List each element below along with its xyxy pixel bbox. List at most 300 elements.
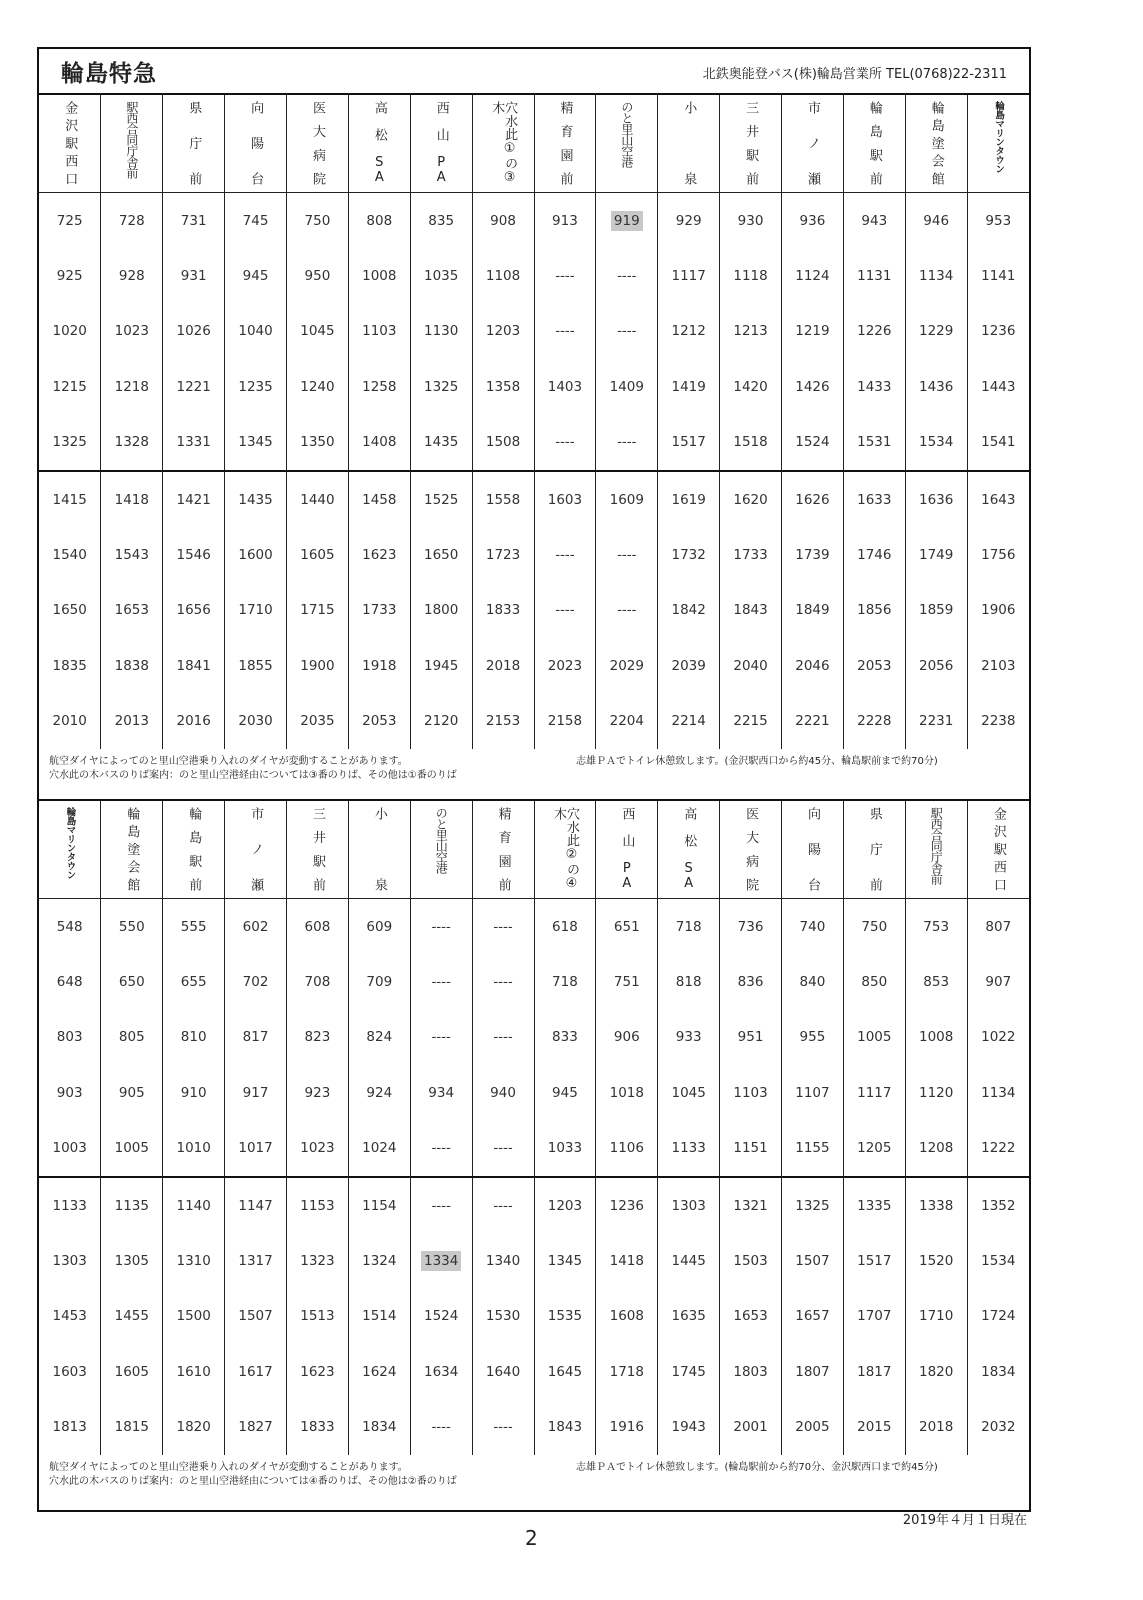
departure-time: 1408 — [362, 434, 397, 451]
departure-time: 1305 — [114, 1252, 149, 1269]
departure-time: 1507 — [795, 1252, 830, 1269]
time-cell — [39, 527, 101, 582]
departure-time: 708 — [304, 973, 331, 990]
time-cell — [782, 527, 844, 582]
time-cell — [534, 359, 596, 414]
stop-name: 西山PA — [619, 806, 635, 891]
departure-time: 2228 — [857, 713, 892, 730]
page-title: 輪島特急 — [61, 61, 157, 87]
departure-time: 1026 — [176, 323, 211, 340]
time-cell — [967, 1120, 1029, 1176]
time-cell — [101, 1289, 163, 1344]
timetable-row — [39, 1399, 1029, 1454]
departure-time: 1236 — [981, 323, 1016, 340]
departure-time: 924 — [366, 1084, 393, 1101]
stop-name: 高松SA — [681, 806, 697, 891]
departure-time: 1045 — [671, 1084, 706, 1101]
departure-time: 1918 — [362, 657, 397, 674]
time-cell — [39, 583, 101, 638]
departure-time: 853 — [923, 973, 950, 990]
departure-time: 2231 — [919, 713, 954, 730]
departure-time: 1134 — [919, 268, 954, 285]
time-cell — [720, 1289, 782, 1344]
timetable-row — [39, 1065, 1029, 1120]
time-cell — [101, 1065, 163, 1120]
departure-time: 1415 — [52, 491, 87, 508]
departure-time: 1325 — [52, 434, 87, 451]
highlighted-time: 1334 — [421, 1251, 461, 1271]
departure-time: 1455 — [114, 1308, 149, 1325]
departure-time: 753 — [923, 918, 950, 935]
time-cell — [225, 471, 287, 527]
departure-time: 1023 — [300, 1140, 335, 1157]
stop-name: 小泉 — [371, 806, 387, 891]
departure-time: 934 — [428, 1084, 455, 1101]
departure-time: 1803 — [733, 1363, 768, 1380]
departure-time: 2158 — [547, 713, 583, 730]
departure-time: 1820 — [176, 1419, 211, 1436]
departure-time: 1503 — [733, 1252, 768, 1269]
time-cell — [225, 1399, 287, 1454]
departure-time: 943 — [861, 212, 888, 229]
time-cell — [101, 1120, 163, 1176]
departure-time: 1653 — [733, 1308, 768, 1325]
time-cell — [472, 359, 534, 414]
stop-header-row — [39, 801, 1029, 899]
stop-header — [967, 801, 1029, 899]
time-cell — [596, 527, 658, 582]
departure-time: 1508 — [485, 434, 521, 451]
departure-time: 2039 — [671, 657, 706, 674]
time-cell — [472, 471, 534, 527]
time-cell — [720, 1010, 782, 1065]
departure-time: 1524 — [795, 434, 830, 451]
departure-time: 1440 — [300, 491, 335, 508]
departure-time: ---- — [555, 323, 575, 340]
departure-time: 1619 — [671, 491, 706, 508]
departure-time: 1033 — [547, 1140, 583, 1157]
time-cell — [905, 304, 967, 359]
departure-time: 1310 — [176, 1252, 211, 1269]
departure-time: 1635 — [671, 1308, 706, 1325]
time-cell — [658, 471, 720, 527]
time-cell — [348, 1233, 410, 1288]
departure-time: 1435 — [424, 434, 459, 451]
departure-time: 1623 — [300, 1363, 335, 1380]
time-cell — [596, 1065, 658, 1120]
stop-name: 市ノ瀬 — [804, 101, 820, 185]
highlighted-time: 919 — [611, 211, 643, 231]
departure-time: 1345 — [238, 434, 273, 451]
departure-time: 1815 — [114, 1419, 149, 1436]
time-cell — [967, 583, 1029, 638]
time-cell — [410, 248, 472, 303]
time-cell — [843, 1065, 905, 1120]
time-cell — [287, 471, 349, 527]
note-line: 穴水此の木バスのりば案内：のと里山空港経由については③番のりば、その他は①番のりば — [49, 769, 457, 781]
time-cell — [967, 954, 1029, 1009]
time-cell — [596, 359, 658, 414]
inbound-notes — [39, 1455, 1029, 1510]
departure-time: 1724 — [981, 1308, 1016, 1325]
departure-time: 1900 — [300, 657, 335, 674]
time-cell — [348, 1289, 410, 1344]
time-cell — [410, 694, 472, 749]
departure-time: 1153 — [300, 1197, 335, 1214]
time-cell — [225, 1177, 287, 1233]
time-cell — [287, 248, 349, 303]
time-cell — [843, 1120, 905, 1176]
departure-time: 718 — [552, 973, 578, 990]
departure-time: 908 — [490, 212, 516, 229]
time-cell — [658, 583, 720, 638]
departure-time: ---- — [431, 1140, 451, 1157]
time-cell — [658, 1010, 720, 1065]
departure-time: ---- — [493, 1197, 513, 1214]
time-cell — [39, 193, 101, 249]
departure-time: ---- — [493, 1140, 513, 1157]
stop-name: 駅西合同庁舎前 — [124, 101, 139, 178]
time-cell — [472, 527, 534, 582]
departure-time: 1303 — [52, 1252, 87, 1269]
time-cell — [101, 304, 163, 359]
timetable-row — [39, 415, 1029, 471]
time-cell — [39, 638, 101, 693]
time-cell — [905, 1344, 967, 1399]
time-cell — [720, 304, 782, 359]
departure-time: 1500 — [176, 1308, 211, 1325]
time-cell — [967, 471, 1029, 527]
time-cell — [101, 248, 163, 303]
departure-time: 1154 — [362, 1197, 397, 1214]
departure-time: 1303 — [671, 1197, 706, 1214]
time-cell — [410, 415, 472, 471]
departure-time: ---- — [431, 973, 451, 990]
departure-time: 1624 — [362, 1363, 397, 1380]
time-cell — [225, 583, 287, 638]
time-cell — [720, 583, 782, 638]
departure-time: 1017 — [238, 1140, 273, 1157]
time-cell — [163, 1399, 225, 1454]
time-cell — [596, 248, 658, 303]
departure-time: ---- — [617, 547, 637, 564]
time-cell — [348, 1177, 410, 1233]
departure-time: 1534 — [981, 1252, 1016, 1269]
time-cell — [782, 1399, 844, 1454]
time-cell — [534, 898, 596, 954]
time-cell — [39, 304, 101, 359]
departure-time: 1841 — [176, 657, 211, 674]
departure-time: 1331 — [176, 434, 211, 451]
time-cell — [163, 415, 225, 471]
departure-time: 718 — [675, 918, 702, 935]
departure-time: 1633 — [857, 491, 892, 508]
departure-time: 1420 — [733, 378, 768, 395]
time-cell — [782, 1120, 844, 1176]
departure-time: 1609 — [609, 491, 644, 508]
stop-name: 向陽台 — [248, 101, 264, 185]
time-cell — [843, 898, 905, 954]
stop-header — [782, 801, 844, 899]
timetable-row — [39, 1120, 1029, 1176]
time-cell — [163, 1289, 225, 1344]
stop-header — [905, 801, 967, 899]
time-cell — [101, 471, 163, 527]
departure-time: 1603 — [52, 1363, 87, 1380]
departure-time: 1130 — [424, 323, 459, 340]
stop-header — [101, 801, 163, 899]
time-cell — [658, 1344, 720, 1399]
time-cell — [596, 193, 658, 249]
stop-header — [287, 801, 349, 899]
departure-time: 1203 — [547, 1197, 583, 1214]
departure-time: 1235 — [238, 378, 273, 395]
stop-header — [596, 801, 658, 899]
time-cell — [472, 638, 534, 693]
time-cell — [410, 583, 472, 638]
time-cell — [163, 359, 225, 414]
time-cell — [101, 359, 163, 414]
departure-time: 1023 — [114, 323, 149, 340]
departure-time: 1103 — [362, 323, 397, 340]
stop-name: 三井駅前 — [309, 806, 325, 891]
departure-time: 1345 — [547, 1252, 583, 1269]
time-cell — [534, 1344, 596, 1399]
departure-time: 548 — [56, 918, 83, 935]
time-cell — [410, 527, 472, 582]
departure-time: 1945 — [424, 657, 459, 674]
time-cell — [967, 1344, 1029, 1399]
time-cell — [534, 1289, 596, 1344]
time-cell — [39, 471, 101, 527]
stop-name: 金沢駅西口 — [62, 101, 78, 185]
departure-time: 1739 — [795, 547, 830, 564]
time-cell — [782, 1289, 844, 1344]
departure-time: 1517 — [671, 434, 706, 451]
time-cell — [843, 471, 905, 527]
time-cell — [101, 638, 163, 693]
departure-time: 1859 — [919, 602, 954, 619]
company-contact: 北鉄奥能登バス(株)輪島営業所 TEL(0768)22-2311 — [702, 67, 1007, 82]
stop-header — [843, 95, 905, 193]
time-cell — [782, 415, 844, 471]
time-cell — [967, 1010, 1029, 1065]
time-cell — [782, 954, 844, 1009]
departure-time: 1833 — [300, 1419, 335, 1436]
time-cell — [163, 527, 225, 582]
time-cell — [596, 1399, 658, 1454]
departure-time: 2215 — [733, 713, 768, 730]
departure-time: 951 — [737, 1029, 764, 1046]
departure-time: 1723 — [485, 547, 521, 564]
time-cell — [225, 694, 287, 749]
stop-name: 輪島マリンタウン — [993, 101, 1005, 173]
time-cell — [287, 638, 349, 693]
departure-time: 1020 — [52, 323, 87, 340]
stop-header — [720, 801, 782, 899]
departure-time: 2238 — [981, 713, 1016, 730]
timetable-row — [39, 583, 1029, 638]
timetable-row — [39, 193, 1029, 249]
departure-time: 1813 — [52, 1419, 87, 1436]
time-cell — [101, 1344, 163, 1399]
departure-time: 955 — [799, 1029, 826, 1046]
time-cell — [905, 248, 967, 303]
stop-header — [472, 801, 534, 899]
departure-time: ---- — [493, 973, 513, 990]
departure-time: 1421 — [176, 491, 211, 508]
time-cell — [658, 1289, 720, 1344]
departure-time: 1426 — [795, 378, 830, 395]
stop-header — [101, 95, 163, 193]
time-cell — [782, 359, 844, 414]
time-cell — [410, 359, 472, 414]
departure-time: 1710 — [919, 1308, 954, 1325]
stop-name: 精育園前 — [557, 101, 573, 185]
departure-time: 1707 — [857, 1308, 892, 1325]
departure-time: 1643 — [981, 491, 1016, 508]
time-cell — [967, 898, 1029, 954]
time-cell — [163, 1065, 225, 1120]
departure-time: ---- — [493, 1029, 513, 1046]
departure-time: 1203 — [485, 323, 521, 340]
time-cell — [843, 359, 905, 414]
time-cell — [596, 954, 658, 1009]
departure-time: 1219 — [795, 323, 830, 340]
time-cell — [843, 583, 905, 638]
time-cell — [287, 694, 349, 749]
departure-time: 1520 — [919, 1252, 954, 1269]
time-cell — [163, 193, 225, 249]
time-cell — [472, 694, 534, 749]
stop-header — [39, 95, 101, 193]
departure-time: 1617 — [238, 1363, 273, 1380]
departure-time: 807 — [985, 918, 1012, 935]
stop-header — [534, 801, 596, 899]
departure-time: 728 — [118, 212, 145, 229]
stop-name: 穴水此①の③木 — [489, 101, 518, 185]
departure-time: ---- — [493, 1419, 513, 1436]
time-cell — [101, 954, 163, 1009]
time-cell — [101, 527, 163, 582]
time-cell — [967, 527, 1029, 582]
time-cell — [905, 1120, 967, 1176]
time-cell — [905, 415, 967, 471]
time-cell — [348, 694, 410, 749]
departure-time: 550 — [118, 918, 145, 935]
time-cell — [967, 638, 1029, 693]
time-cell — [410, 898, 472, 954]
time-cell — [348, 527, 410, 582]
departure-time: 1835 — [52, 657, 87, 674]
departure-time: 702 — [242, 973, 269, 990]
time-cell — [905, 1177, 967, 1233]
time-cell — [534, 415, 596, 471]
time-cell — [596, 1344, 658, 1399]
time-cell — [782, 248, 844, 303]
timetable-row — [39, 471, 1029, 527]
time-cell — [843, 415, 905, 471]
stop-name: 金沢駅西口 — [990, 806, 1006, 891]
stop-header — [905, 95, 967, 193]
time-cell — [287, 954, 349, 1009]
timetable-row — [39, 694, 1029, 749]
time-cell — [658, 304, 720, 359]
time-cell — [287, 1065, 349, 1120]
departure-time: 1418 — [114, 491, 149, 508]
departure-time: 835 — [428, 212, 455, 229]
departure-time: 751 — [613, 973, 640, 990]
departure-time: 1120 — [919, 1084, 954, 1101]
time-cell — [782, 898, 844, 954]
timetable-row — [39, 1177, 1029, 1233]
departure-time: 1435 — [238, 491, 273, 508]
stop-name: 精育園前 — [495, 806, 511, 891]
departure-time: 1834 — [362, 1419, 397, 1436]
departure-time: 1323 — [300, 1252, 335, 1269]
time-cell — [225, 638, 287, 693]
stop-header — [348, 801, 410, 899]
departure-time: 2204 — [609, 713, 644, 730]
time-cell — [534, 1065, 596, 1120]
time-cell — [534, 638, 596, 693]
time-cell — [348, 248, 410, 303]
departure-time: 1134 — [981, 1084, 1016, 1101]
timetable-row — [39, 1289, 1029, 1344]
stop-header — [225, 801, 287, 899]
time-cell — [348, 304, 410, 359]
time-cell — [287, 1177, 349, 1233]
departure-time: 1943 — [671, 1419, 706, 1436]
time-cell — [534, 1399, 596, 1454]
time-cell — [596, 415, 658, 471]
time-cell — [967, 694, 1029, 749]
time-cell — [39, 1233, 101, 1288]
departure-time: 1833 — [485, 602, 521, 619]
time-cell — [843, 527, 905, 582]
time-cell — [101, 1233, 163, 1288]
departure-time: ---- — [431, 1419, 451, 1436]
stop-name: 穴水此②の④木 — [550, 806, 579, 891]
departure-time: 1258 — [362, 378, 397, 395]
stop-header — [39, 801, 101, 899]
time-cell — [472, 1010, 534, 1065]
time-cell — [410, 1177, 472, 1233]
departure-time: 803 — [56, 1029, 83, 1046]
time-cell — [39, 1177, 101, 1233]
departure-time: 1518 — [733, 434, 768, 451]
time-cell — [658, 1065, 720, 1120]
note-line: 航空ダイヤによってのと里山空港乗り入れのダイヤが変動することがあります。 — [49, 1461, 408, 1473]
departure-time: 930 — [737, 212, 764, 229]
stop-header — [534, 95, 596, 193]
departure-time: 1540 — [52, 547, 87, 564]
departure-time: 907 — [985, 973, 1012, 990]
time-cell — [39, 1065, 101, 1120]
time-cell — [348, 638, 410, 693]
departure-time: 2032 — [981, 1419, 1016, 1436]
outbound-notes — [39, 749, 1029, 801]
time-cell — [658, 359, 720, 414]
departure-time: 953 — [985, 212, 1012, 229]
departure-time: ---- — [617, 434, 637, 451]
departure-time: 1340 — [485, 1252, 521, 1269]
departure-time: 1358 — [485, 378, 521, 395]
stop-name: 県庁前 — [186, 101, 202, 185]
time-cell — [720, 527, 782, 582]
time-cell — [472, 1344, 534, 1399]
time-cell — [348, 1120, 410, 1176]
